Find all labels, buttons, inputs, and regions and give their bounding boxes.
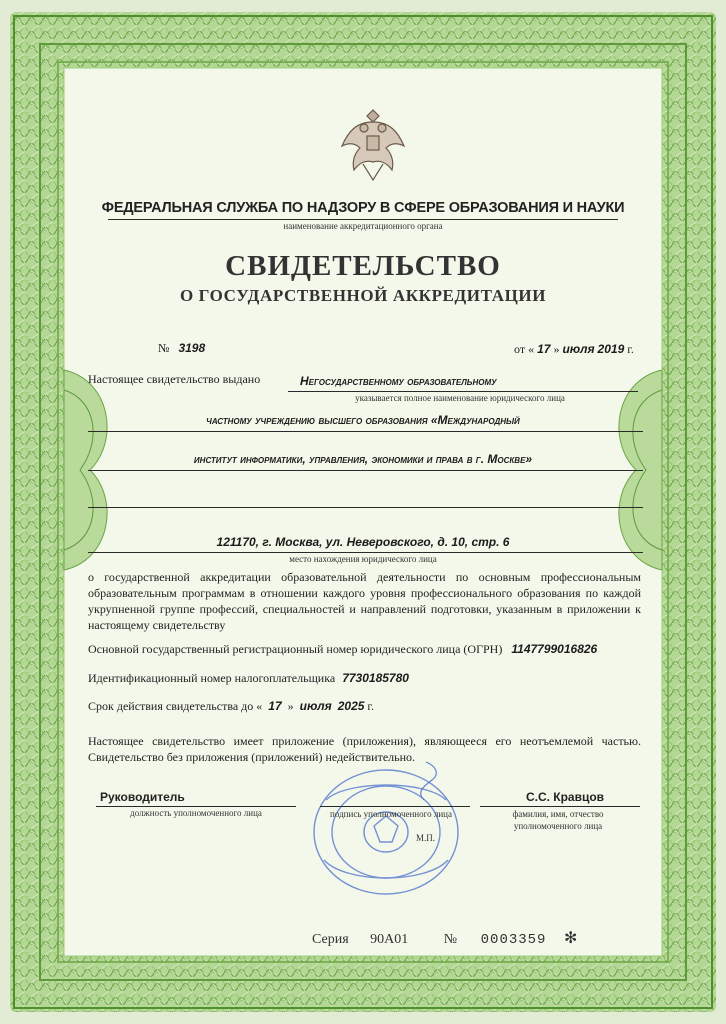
ogrn-value: 1147799016826 <box>511 642 598 656</box>
position-rule <box>96 806 296 807</box>
validity-label: Срок действия свидетельства до « <box>88 699 263 713</box>
series-line <box>312 928 577 948</box>
name-caption: фамилия, имя, отчество уполномоченного лица <box>512 809 604 831</box>
issued-line-1: Негосударственному образовательному <box>300 374 497 388</box>
ogrn-label: Основной государственный регистрационный номер юридического лица (ОГРН) <box>88 642 503 656</box>
issued-label: Настоящее свидетельство выдано <box>88 372 261 386</box>
inn-line <box>88 671 409 686</box>
number-prefix: № <box>158 341 170 355</box>
date-suffix: г. <box>627 342 634 356</box>
inn-label: Идентификационный номер налогоплательщика <box>88 671 336 685</box>
issued-rule-1 <box>288 391 638 392</box>
series-mark-icon: ✻ <box>563 930 578 947</box>
validity-month: июля <box>299 699 332 713</box>
certificate-number <box>158 341 205 356</box>
validity-line <box>88 699 374 714</box>
authority-name: ФЕДЕРАЛЬНАЯ СЛУЖБА ПО НАДЗОРУ В СФЕРЕ ОБРАЗОВАНИЯ И НАУКИ <box>101 200 625 216</box>
validity-year: 2025 <box>337 699 365 713</box>
issued-caption: указывается полное наименование юридического лица <box>355 393 565 403</box>
validity-mid: » <box>287 699 294 713</box>
inn-value: 7730185780 <box>342 671 409 685</box>
authority-caption: наименование аккредитационного органа <box>283 221 443 231</box>
series-label: Серия <box>312 932 349 947</box>
date-prefix: от « <box>514 342 535 356</box>
issued-rule-4 <box>88 507 643 508</box>
validity-suffix: г. <box>367 699 374 713</box>
series-number: 0003359 <box>480 932 547 948</box>
accreditation-text: о государственной аккредитации образовательной деятельности по основным профессиональным образовательным программам в отношении каждого уровня профессионального образования по каждой укрупненной группе профессий, специальностей и направлений подготовки, указанным в приложении к настоящему свидетельству <box>88 570 641 632</box>
stamp-caption: М.П. <box>416 833 436 843</box>
date-mid: » <box>553 342 560 356</box>
series-value: 90А01 <box>370 932 409 947</box>
appendix-text: Настоящее свидетельство имеет приложение (приложения), являющееся его неотъемлемой частью. Свидетельство без приложения (приложений) недействительно. <box>88 734 641 764</box>
signer-position: Руководитель <box>100 790 185 804</box>
validity-day: 17 <box>268 699 282 713</box>
date-year: 2019 <box>597 342 625 356</box>
issued-rule-2 <box>88 431 643 432</box>
document-subtitle: О ГОСУДАРСТВЕННОЙ АККРЕДИТАЦИИ <box>179 286 547 305</box>
ogrn-line <box>88 642 597 657</box>
document-title: СВИДЕТЕЛЬСТВО <box>225 250 501 282</box>
official-stamp <box>306 760 466 900</box>
address-rule <box>88 552 643 553</box>
date-day: 17 <box>537 342 551 356</box>
address-value: 121170, г. Москва, ул. Неверовского, д. 10, стр. 6 <box>216 535 510 549</box>
issued-line-2: частному учреждению высшего образования «Международный <box>206 413 520 427</box>
authority-rule <box>108 219 618 220</box>
issued-rule-3 <box>88 470 643 471</box>
coat-of-arms-icon <box>336 102 410 184</box>
issue-date <box>514 342 634 357</box>
name-rule <box>480 806 640 807</box>
number-value: 3198 <box>178 341 206 355</box>
address-caption: место нахождения юридического лица <box>289 554 437 564</box>
date-month: июля <box>562 342 595 356</box>
position-caption: должность уполномоченного лица <box>130 808 262 818</box>
signature-rule <box>320 806 470 807</box>
issued-line-3: институт информатики, управления, экономики и права в г. Москве» <box>193 452 533 466</box>
signer-name: С.С. Кравцов <box>525 790 605 804</box>
series-number-label: № <box>443 932 458 947</box>
signature-caption: подпись уполномоченного лица <box>330 809 452 819</box>
